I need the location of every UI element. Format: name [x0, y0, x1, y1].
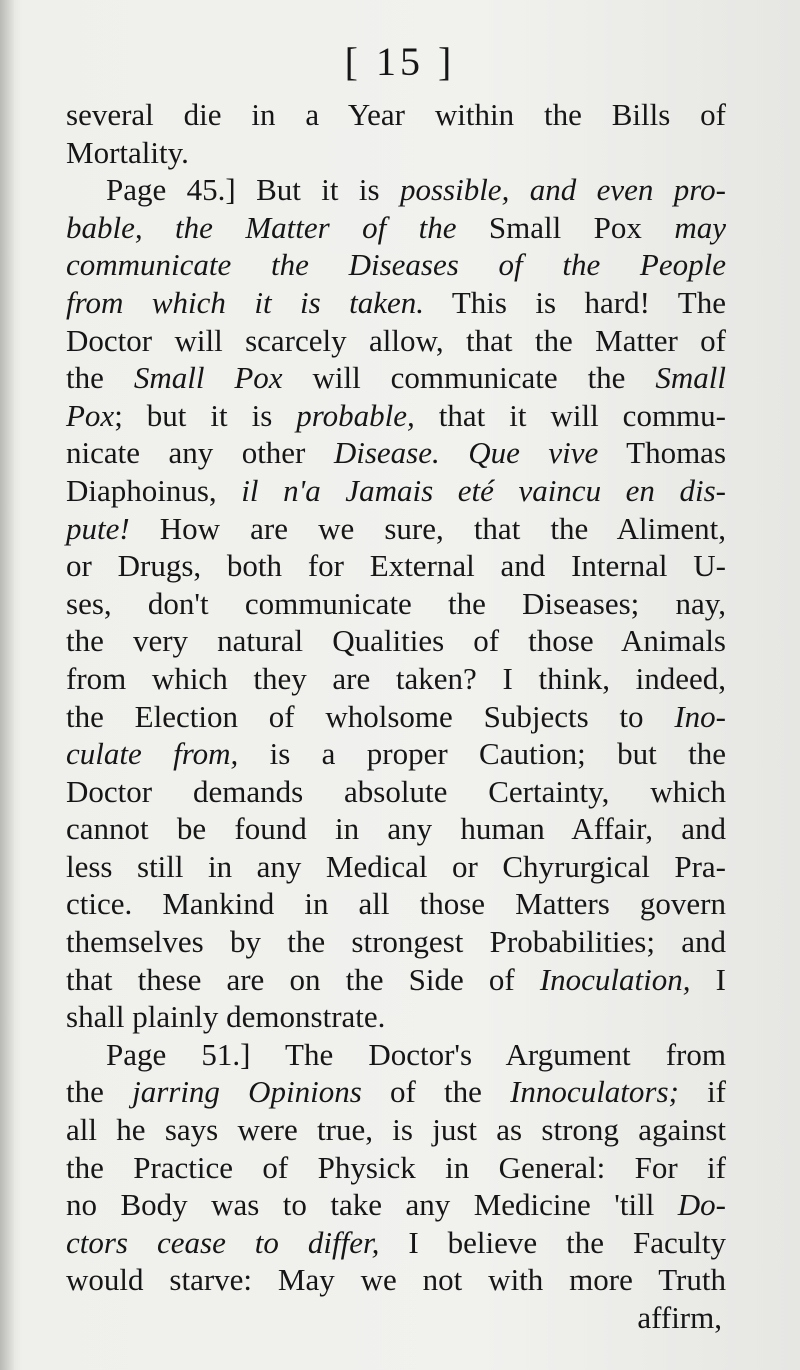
page-number: [ 15 ]: [344, 39, 456, 84]
text-line: [66, 359, 726, 397]
italic-text: Disease. Que vive: [333, 435, 599, 471]
text-line: [66, 1261, 726, 1299]
text-line: [66, 961, 726, 999]
text-segment: Thomas: [598, 435, 727, 471]
text-segment: that these are on the Side of: [66, 961, 540, 997]
italic-text: il n'a Jamais eté vaincu en dis-: [241, 472, 727, 508]
text-line: [66, 660, 726, 698]
italic-text: ctors cease to differ,: [66, 1224, 380, 1260]
text-segment: Diaphoinus,: [66, 472, 242, 508]
text-line: [66, 322, 726, 360]
text-segment: I: [690, 961, 726, 997]
text-segment: Page 51.] The Doctor's Argument from: [106, 1036, 726, 1072]
text-line: [66, 998, 726, 1036]
text-line: [66, 246, 726, 284]
text-line: [66, 885, 726, 923]
text-line: [66, 1224, 726, 1262]
italic-text: bable, the Matter of the: [66, 209, 457, 245]
italic-text: communicate the Diseases of the People: [66, 247, 726, 283]
text-segment: less still in any Medical or Chyrurgical Pra-: [66, 848, 726, 884]
text-segment: the: [66, 1074, 133, 1110]
italic-text: pute!: [66, 510, 130, 546]
text-line: [66, 1073, 726, 1111]
italic-text: Ino-: [674, 698, 726, 734]
text-segment: This is hard! The: [423, 284, 726, 320]
text-segment: I believe the Faculty: [379, 1224, 727, 1260]
text-segment: the Practice of Physick in General: For if: [66, 1149, 726, 1185]
text-segment: the very natural Qualities of those Animals: [66, 623, 726, 659]
text-segment: cannot be found in any human Affair, and: [66, 811, 726, 847]
text-segment: several die in a Year within the Bills of: [66, 97, 726, 132]
text-segment: is a proper Caution; but the: [238, 736, 726, 772]
text-line: [66, 923, 726, 961]
italic-text: probable,: [296, 397, 415, 433]
text-line: [66, 1149, 726, 1187]
text-line: [66, 472, 726, 510]
text-segment: the: [66, 360, 134, 396]
text-line: [66, 434, 726, 472]
page-edge-shadow: [0, 0, 14, 1370]
text-segment: Doctor demands absolute Certainty, which: [66, 773, 726, 809]
italic-text: jarring Opinions: [132, 1074, 362, 1110]
italic-text: may: [674, 209, 726, 245]
text-segment: nicate any other: [66, 435, 334, 471]
text-segment: no Body was to take any Medicine 'till: [66, 1187, 678, 1223]
text-segment: that it will commu-: [414, 397, 726, 433]
text-segment: themselves by the strongest Probabilities; and: [66, 924, 726, 960]
text-segment: from which they are taken? I think, indeed,: [66, 660, 726, 696]
text-segment: Mortality.: [66, 134, 189, 170]
text-line: [66, 1036, 726, 1074]
text-segment: Page 45.] But it is: [106, 172, 400, 208]
text-segment: shall plainly demonstrate.: [66, 999, 386, 1035]
text-segment: ctice. Mankind in all those Matters govern: [66, 886, 726, 922]
text-segment: ses, don't communicate the Diseases; nay,: [66, 585, 726, 621]
text-line: [66, 1111, 726, 1149]
text-line: [66, 96, 726, 134]
italic-text: possible, and even pro-: [399, 172, 726, 208]
text-segment: How are we sure, that the Aliment,: [129, 510, 726, 546]
text-line: [66, 848, 726, 886]
text-line: [66, 773, 726, 811]
text-line: [66, 209, 726, 247]
text-line: [66, 810, 726, 848]
text-line: [66, 1186, 726, 1224]
italic-text: Small Pox: [133, 360, 283, 396]
text-line: [66, 585, 726, 623]
text-segment: all he says were true, is just as strong against: [66, 1112, 726, 1148]
text-segment: ; but it is: [114, 397, 297, 433]
italic-text: Inoculation,: [539, 961, 691, 997]
body-text: [66, 96, 726, 1299]
text-line: [66, 698, 726, 736]
italic-text: Do-: [677, 1187, 726, 1223]
italic-text: from which it is taken.: [66, 284, 424, 320]
text-segment: the Election of wholsome Subjects to: [66, 698, 675, 734]
text-segment: Doctor will scarcely allow, that the Matter of: [66, 322, 726, 358]
text-segment: if: [678, 1074, 727, 1110]
text-line: [66, 397, 726, 435]
text-line: [66, 171, 726, 209]
text-line: [66, 735, 726, 773]
text-line: [66, 134, 726, 172]
italic-text: culate from,: [66, 736, 239, 772]
text-segment: will communicate the: [282, 360, 656, 396]
italic-text: Small: [655, 360, 727, 396]
text-segment: Small Pox: [456, 209, 675, 245]
text-segment: would starve: May we not with more Truth: [66, 1262, 726, 1298]
italic-text: Innoculators;: [510, 1074, 679, 1110]
text-line: [66, 510, 726, 548]
text-line: [66, 622, 726, 660]
text-segment: or Drugs, both for External and Internal U-: [66, 548, 726, 584]
text-segment: of the: [361, 1074, 511, 1110]
catchword: affirm,: [637, 1300, 722, 1335]
italic-text: Pox: [66, 397, 115, 433]
text-line: [66, 284, 726, 322]
text-line: [66, 547, 726, 585]
